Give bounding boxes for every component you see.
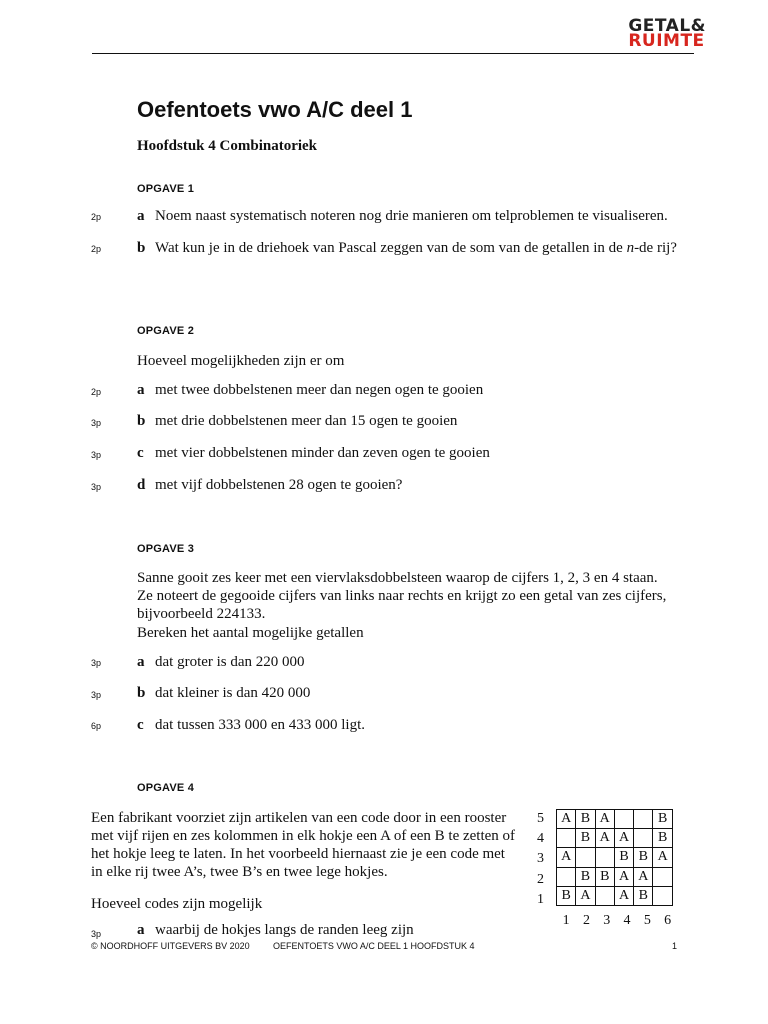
question-letter: a xyxy=(137,382,145,398)
question-letter: b xyxy=(137,413,146,429)
grid-cell: B xyxy=(576,867,595,886)
opgave3-a-points: 3p xyxy=(91,658,102,668)
question-text: met twee dobbelstenen meer dan negen ogen te gooien xyxy=(155,382,484,398)
question-text: waarbij de hokjes langs de randen leeg zijn xyxy=(155,922,414,938)
grid-cell: B xyxy=(634,886,653,905)
grid-cell: B xyxy=(576,829,595,848)
question-letter: c xyxy=(137,717,144,733)
grid-row xyxy=(557,810,673,829)
opgave4-a-points: 3p xyxy=(91,929,102,939)
row-label: 2 xyxy=(537,871,544,887)
col-label: 3 xyxy=(603,913,611,928)
header-rule xyxy=(92,53,694,54)
grid-row xyxy=(557,867,673,886)
grid-cell xyxy=(557,829,576,848)
opgave1-a-points: 2p xyxy=(91,212,102,222)
grid-cell: A xyxy=(595,810,614,829)
grid-cell: B xyxy=(653,810,672,829)
grid-cell: A xyxy=(557,810,576,829)
question-letter: c xyxy=(137,445,144,461)
grid-cell: A xyxy=(614,867,633,886)
opgave3-a xyxy=(137,653,305,671)
footer-title: OEFENTOETS VWO A/C DEEL 1 HOOFDSTUK 4 xyxy=(273,941,475,951)
col-label: 2 xyxy=(582,913,590,928)
grid-cell xyxy=(653,886,672,905)
question-text: met drie dobbelstenen meer dan 15 ogen te gooien xyxy=(155,413,458,429)
question-letter: a xyxy=(137,208,145,224)
row-label: 5 xyxy=(537,811,544,826)
grid-cell: A xyxy=(614,829,633,848)
opgave4-question: Hoeveel codes zijn mogelijk xyxy=(91,896,263,912)
opgave2-d xyxy=(137,476,402,494)
question-text: dat tussen 333 000 en 433 000 ligt. xyxy=(155,717,365,733)
question-letter: b xyxy=(137,685,146,701)
grid-cell: A xyxy=(634,867,653,886)
opgave3-intro: Sanne gooit zes keer met een viervlaksdobbelsteen waarop de cijfers 1, 2, 3 en 4 staan. Ze noteert de gegooide cijfers van links naar rechts en krijgt zo een getal van zes cijfers, bijvoorbeeld 224133. xyxy=(137,570,667,622)
opgave1-a xyxy=(137,207,697,225)
logo-line1: GETAL& xyxy=(628,16,706,36)
grid-cell xyxy=(595,886,614,905)
col-label: 4 xyxy=(623,913,631,928)
question-letter: b xyxy=(137,240,146,256)
grid-row xyxy=(557,848,673,867)
opgave3-b xyxy=(137,684,310,702)
opgave4-intro: Een fabrikant voorziet zijn artikelen van een code door in een rooster met vijf rijen en zes kolommen in elk hokje een A of een B te zetten of het hokje leeg te laten. In het voorbeeld hiernaast zie je een code met in elke rij twee A’s, twee B’s en twee lege hokjes. xyxy=(91,810,516,880)
grid-cell xyxy=(614,810,633,829)
grid-col-labels xyxy=(556,913,678,929)
grid-cell: B xyxy=(634,848,653,867)
opgave3-b-points: 3p xyxy=(91,690,102,700)
grid-cell xyxy=(576,848,595,867)
opgave2-a-points: 2p xyxy=(91,387,102,397)
grid-cell: A xyxy=(653,848,672,867)
opgave3-intro2: Bereken het aantal mogelijke getallen xyxy=(137,625,364,641)
opgave3-c xyxy=(137,716,365,734)
opgave2-a xyxy=(137,381,483,399)
opgave3-c-points: 6p xyxy=(91,721,102,731)
question-letter: a xyxy=(137,922,145,938)
code-grid xyxy=(556,809,673,906)
opgave2-c-points: 3p xyxy=(91,450,102,460)
grid-cell: B xyxy=(595,867,614,886)
grid-cell: B xyxy=(614,848,633,867)
row-label: 4 xyxy=(537,831,544,847)
logo-line2: RUIMTE xyxy=(628,31,705,51)
grid-cell: A xyxy=(576,886,595,905)
grid-row-labels xyxy=(537,809,544,910)
question-text: dat groter is dan 220 000 xyxy=(155,654,305,670)
chapter-heading: Hoofdstuk 4 Combinatoriek xyxy=(137,138,318,154)
grid-cell xyxy=(634,829,653,848)
grid-cell xyxy=(557,867,576,886)
question-text: met vier dobbelstenen minder dan zeven ogen te gooien xyxy=(155,445,490,461)
opgave1-b xyxy=(137,239,682,257)
opgave3-heading: OPGAVE 3 xyxy=(137,543,195,555)
opgave2-b xyxy=(137,412,457,430)
grid-cell: A xyxy=(595,829,614,848)
footer-page-number: 1 xyxy=(672,941,678,951)
question-letter: d xyxy=(137,477,146,493)
page-title: Oefentoets vwo A/C deel 1 xyxy=(137,97,413,122)
grid-cell: B xyxy=(557,886,576,905)
opgave2-heading: OPGAVE 2 xyxy=(137,325,195,337)
opgave2-intro: Hoeveel mogelijkheden zijn er om xyxy=(137,353,345,369)
col-label: 5 xyxy=(643,913,651,928)
opgave4-heading: OPGAVE 4 xyxy=(137,782,195,794)
question-text: Noem naast systematisch noteren nog drie manieren om telproblemen te visualiseren. xyxy=(155,208,668,224)
question-letter: a xyxy=(137,654,145,670)
grid-cell: B xyxy=(576,810,595,829)
opgave2-c xyxy=(137,444,490,462)
opgave4-a xyxy=(137,921,414,939)
opgave1-b-points: 2p xyxy=(91,244,102,254)
row-label: 1 xyxy=(537,891,544,907)
row-label: 3 xyxy=(537,851,544,867)
question-text: met vijf dobbelstenen 28 ogen te gooien? xyxy=(155,477,403,493)
grid-cell xyxy=(595,848,614,867)
grid-cell xyxy=(653,867,672,886)
footer-copyright: © NOORDHOFF UITGEVERS BV 2020 xyxy=(91,941,250,951)
question-text: dat kleiner is dan 420 000 xyxy=(155,685,311,701)
opgave2-b-points: 3p xyxy=(91,418,102,428)
opgave1-heading: OPGAVE 1 xyxy=(137,183,195,195)
grid-row xyxy=(557,829,673,848)
grid-cell xyxy=(634,810,653,829)
grid-cell: A xyxy=(614,886,633,905)
col-label: 1 xyxy=(562,913,570,928)
publisher-logo xyxy=(628,16,706,51)
question-text: Wat kun je in de driehoek van Pascal zeggen van de som van de getallen in de n-de rij? xyxy=(155,240,677,256)
opgave2-d-points: 3p xyxy=(91,482,102,492)
grid-cell: A xyxy=(557,848,576,867)
col-label: 6 xyxy=(664,913,672,928)
grid-row xyxy=(557,886,673,905)
grid-cell: B xyxy=(653,829,672,848)
